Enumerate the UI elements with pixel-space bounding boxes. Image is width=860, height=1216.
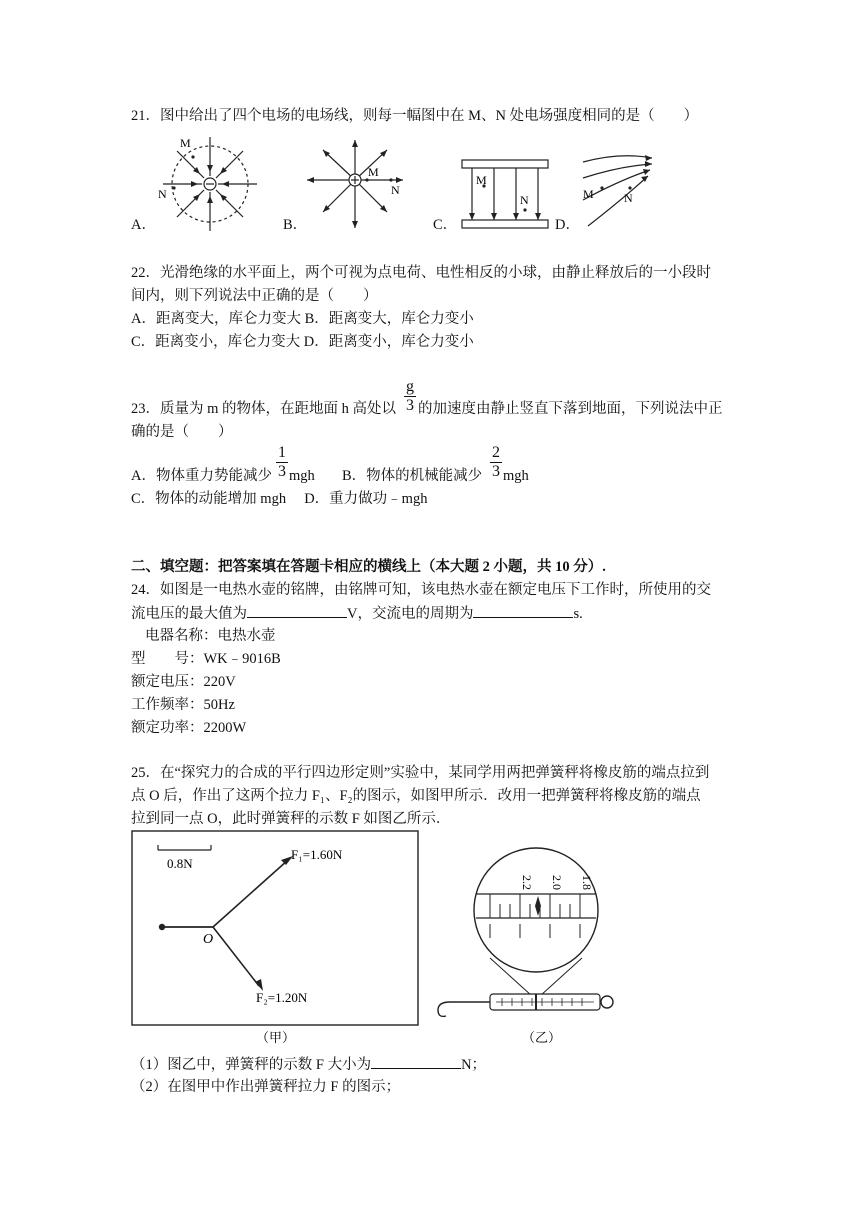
q25-figure-jia	[131, 830, 421, 1048]
q21-option-a: A．	[131, 217, 156, 233]
q25-sub1-post: N；	[461, 1057, 487, 1073]
q22-line1: 22．光滑绝缘的水平面上，两个可视为点电荷、电性相反的小球，由静止释放后的一小段时	[131, 265, 711, 281]
section2-title: 二、填空题：把答案填在答题卡相应的横线上（本大题 2 小题，共 10 分）.	[131, 559, 606, 575]
nameplate-line: 电器名称：电热水壶	[145, 628, 276, 644]
q21-figure-c	[462, 158, 552, 230]
q25-sub1-pre: （1）图乙中，弹簧秤的示数 F 大小为	[131, 1057, 372, 1073]
q21-option-c: C．	[433, 217, 458, 233]
q24-line1: 24．如图是一电热水壶的铭牌，由铭牌可知，该电热水壶在额定电压下工作时，所使用的交	[131, 582, 711, 598]
q21-a-label-n: N	[158, 187, 167, 201]
q21-a-label-m: M	[180, 136, 191, 150]
q22-options-cd: C．距离变小，库仑力变大 D．距离变小，库仑力变小	[131, 334, 474, 350]
q21-d-label-n: N	[624, 191, 633, 205]
q23-option-b: B．物体的机械能减少	[342, 468, 483, 484]
q21-b-label-m: M	[368, 165, 379, 179]
q21-c-label-n: N	[520, 193, 529, 207]
f1-label: F₁=1.60N	[291, 847, 343, 862]
q24-blank-voltage[interactable]	[247, 603, 347, 618]
origin-o: O	[203, 932, 214, 947]
q23-frac-b-den: 3	[492, 463, 500, 480]
nameplate-line: 型 号：WK﹣9016B	[131, 651, 281, 667]
q23-frac-a-num: 1	[278, 444, 286, 461]
q21-b-label-n: N	[391, 183, 400, 197]
q21-figure-a	[160, 132, 260, 232]
q24-line2-post: s.	[573, 606, 583, 622]
q21-option-d: D．	[555, 217, 580, 233]
q24-blank-period[interactable]	[473, 603, 573, 618]
q23-frac-b	[490, 444, 502, 481]
q23-option-a: A．物体重力势能减少	[131, 468, 272, 484]
q21-option-b: B．	[283, 217, 308, 233]
q23-frac-den: 3	[406, 397, 414, 414]
q25-sub2: （2）在图甲中作出弹簧秤拉力 F 的图示；	[131, 1079, 401, 1095]
q21-d-label-m: M	[583, 187, 594, 201]
q23-line1: 23．质量为 m 的物体，在距地面 h 高处以	[131, 401, 397, 417]
q21-figure-d	[580, 150, 660, 230]
q23-line1-after: 的加速度由静止竖直下落到地面，下列说法中正	[418, 401, 723, 417]
q23-frac-a-den: 3	[278, 463, 286, 480]
q24-line2-pre: 流电压的最大值为	[131, 606, 247, 622]
nameplate-line: 额定电压：220V	[131, 674, 236, 690]
q23-line2: 确的是（ ）	[131, 424, 233, 440]
caption-jia: （甲）	[256, 1030, 296, 1045]
q23-option-a-unit: mgh	[289, 468, 315, 484]
q22-options-ab: A．距离变大，库仑力变大 B．距离变大，库仑力变小	[131, 311, 474, 327]
q25-line3: 拉到同一点 O，此时弹簧秤的示数 F 如图乙所示．	[131, 811, 451, 827]
q21-stem: 21．图中给出了四个电场的电场线，则每一幅图中在 M、N 处电场强度相同的是（ ）	[131, 108, 699, 124]
q23-frac-b-num: 2	[492, 444, 500, 461]
q23-frac-g3	[404, 378, 416, 415]
q24-line2	[131, 603, 583, 624]
scale-label: 0.8N	[167, 856, 193, 871]
q23-option-b-unit: mgh	[503, 468, 529, 484]
q24-line2-mid: V，交流电的周期为	[347, 606, 474, 622]
q25-line2: 点 O 后，作出了这两个拉力 F₁、F₂的图示，如图甲所示．改用一把弹簧秤将橡皮筋的端点	[131, 788, 701, 804]
q23-frac-num: g	[406, 378, 414, 395]
f2-label: F₂=1.20N	[256, 990, 308, 1005]
q25-figure-yi	[430, 830, 620, 1048]
q25-line1: 25．在“探究力的合成的平行四边形定则”实验中，某同学用两把弹簧秤将橡皮筋的端点拉到	[131, 765, 710, 781]
nameplate-line: 额定功率：2200W	[131, 720, 247, 736]
q25-sub1	[131, 1054, 486, 1075]
q23-options-cd: C．物体的动能增加 mgh D．重力做功﹣mgh	[131, 491, 428, 507]
tick-label: 1.8	[580, 875, 594, 890]
q21-figure-b	[305, 140, 405, 230]
tick-label: 2.2	[520, 875, 534, 890]
caption-yi: （乙）	[522, 1030, 562, 1045]
q21-c-label-m: M	[476, 173, 487, 187]
q25-blank-force[interactable]	[371, 1054, 461, 1069]
q23-frac-a	[276, 444, 288, 481]
tick-label: 2.0	[550, 875, 564, 890]
nameplate-line: 工作频率：50Hz	[131, 697, 235, 713]
q22-line2: 间内，则下列说法中正确的是（ ）	[131, 288, 378, 304]
